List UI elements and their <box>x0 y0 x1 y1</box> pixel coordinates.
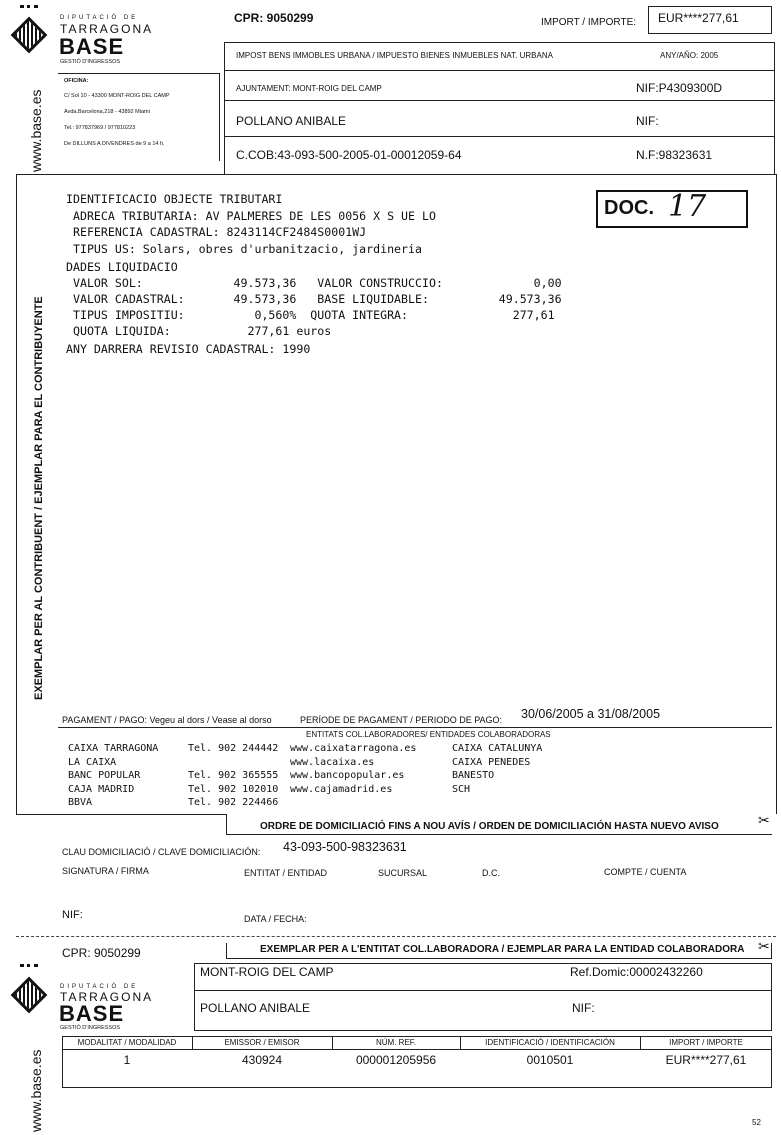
office-title: OFICINA: <box>64 78 89 84</box>
entity-tel: Tel. 902 224466 <box>188 797 279 808</box>
entity-other: CAIXA PENEDES <box>452 756 531 768</box>
ccob: C.COB:43-093-500-2005-01-00012059-64 <box>236 148 462 162</box>
doc-stamp-label: DOC. <box>604 197 654 219</box>
signature-label: SIGNATURA / FIRMA <box>62 866 149 876</box>
entity-other: CAIXA CATALUNYA <box>452 743 543 754</box>
tax-year: ANY/AÑO: 2005 <box>660 51 719 60</box>
detail-line: IDENTIFICACIO OBJECTE TRIBUTARI <box>66 192 283 206</box>
dom-rule-left <box>16 814 226 815</box>
collab-col-value: 0010501 <box>526 1053 574 1067</box>
entity-other: SCH <box>452 783 471 795</box>
detail-line: TIPUS US: Solars, obres d'urbanitzacio, jardineria <box>66 242 422 256</box>
detail-line: REFERENCIA CADASTRAL: 8243114CF2484S0001WJ <box>66 225 367 239</box>
entity-tel: Tel. 902 365555 <box>188 770 279 781</box>
header-rule-2 <box>224 70 774 71</box>
taxpayer-name: POLLANO ANIBALE <box>236 114 347 128</box>
nf-number: N.F:98323631 <box>636 148 713 162</box>
entity-web: www.caixatarragona.es <box>290 743 417 754</box>
dom-rule-bottom <box>226 834 772 835</box>
page-number: 52 <box>752 1118 761 1127</box>
office-box <box>58 73 220 161</box>
dom-rule-tick <box>226 814 227 834</box>
collab-col-value: 000001205956 <box>355 1053 437 1067</box>
collab-col-value: 1 <box>123 1053 131 1067</box>
entity-other: BANESTO <box>452 770 495 781</box>
org-brand: BASE <box>59 34 125 59</box>
header-rule-3 <box>224 100 774 101</box>
dc-label: D.C. <box>482 868 500 878</box>
collab-org-line2: TARRAGONA <box>60 990 154 1004</box>
collab-col-header: IMPORT / IMPORTE <box>669 1038 743 1047</box>
doc-stamp-number: 17 <box>668 189 707 224</box>
scissors-icon-1: ✂ <box>758 812 770 828</box>
dom-title: ORDRE DE DOMICILIACIÓ FINS A NOU AVÍS / ORDEN DE DOMICILIACIÓN HASTA NUEVO AVISO <box>260 821 719 832</box>
office-line1: C/ Sol 10 - 43300 MONT-ROIG DEL CAMP <box>64 93 170 99</box>
crown-icon-bottom <box>20 964 38 974</box>
import-value: EUR****277,61 <box>658 11 739 25</box>
tax-name: IMPOST BENS IMMOBLES URBANA / IMPUESTO BIENES INMUEBLES NAT. URBANA <box>236 51 553 60</box>
collab-col-header: EMISSOR / EMISOR <box>224 1038 300 1047</box>
ajuntament: AJUNTAMENT: MONT-ROIG DEL CAMP <box>236 84 382 93</box>
detail-line: DADES LIQUIDACIO <box>66 260 178 274</box>
collab-ref-domic: Ref.Domic:00002432260 <box>570 965 703 979</box>
nif-entity: NIF:P4309300D <box>636 81 723 95</box>
collab-org-sub: GESTIÓ D'INGRESSOS <box>60 1025 121 1031</box>
cut-line <box>16 936 776 938</box>
collab-nif-label: NIF: <box>572 1001 595 1015</box>
header-left-rule <box>224 42 225 174</box>
side-text-contributor: EXEMPLAR PER AL CONTRIBUENT / EJEMPLAR PARA EL CONTRIBUYENTE <box>33 296 45 700</box>
collab-col-header: MODALITAT / MODALIDAD <box>77 1038 177 1047</box>
entities-title: ENTITATS COL.LABORADORES/ ENTIDADES COLABORADORAS <box>306 730 551 739</box>
detail-line: TIPUS IMPOSITIU: 0,560% QUOTA INTEGRA: 277,61 <box>66 308 555 322</box>
entity-name: CAJA MADRID <box>68 783 135 795</box>
collab-table-header-rule <box>62 1049 772 1050</box>
header-cpr: CPR: 9050299 <box>234 11 314 25</box>
detail-line: VALOR CADASTRAL: 49.573,36 BASE LIQUIDABLE: 49.573,36 <box>66 292 562 306</box>
org-sub: GESTIÓ D'INGRESSOS <box>60 59 121 65</box>
website-top: www.base.es <box>28 89 44 172</box>
header-right-rule <box>774 42 775 174</box>
entity-tel: Tel. 902 102010 <box>188 783 279 795</box>
collab-col-header: IDENTIFICACIÓ / IDENTIFICACIÓN <box>485 1038 615 1047</box>
entity-name: LA CAIXA <box>68 756 117 768</box>
payment-rule <box>58 727 772 728</box>
collab-col-header: NÚM. REF. <box>376 1038 416 1047</box>
collab-info-rule <box>194 990 772 991</box>
header-rule-4 <box>224 136 774 137</box>
branch-label: SUCURSAL <box>378 868 428 878</box>
entity-web: www.lacaixa.es <box>290 756 375 768</box>
logo-diamond-icon <box>11 17 48 54</box>
org-line1: DIPUTACIÓ DE <box>60 15 139 21</box>
period-value: 30/06/2005 a 31/08/2005 <box>521 707 661 721</box>
collab-col-value: 430924 <box>241 1053 283 1067</box>
detail-line: VALOR SOL: 49.573,36 VALOR CONSTRUCCIO: 0,00 <box>66 276 562 290</box>
collab-cpr: CPR: 9050299 <box>62 946 141 960</box>
period-label: PERÍODE DE PAGAMENT / PERIODO DE PAGO: <box>300 715 503 725</box>
payment-label: PAGAMENT / PAGO: Vegeu al dors / Vease al dorso <box>62 715 272 725</box>
entity-label: ENTITAT / ENTIDAD <box>244 868 328 878</box>
collab-taxpayer: POLLANO ANIBALE <box>200 1001 311 1015</box>
dom-nif-label: NIF: <box>62 909 83 921</box>
scissors-icon-2: ✂ <box>758 938 770 954</box>
detail-line: ADRECA TRIBUTARIA: AV PALMERES DE LES 0056 X S UE LO <box>66 209 436 223</box>
office-line2: Avda.Barcelona,218 - 43892 Miami <box>64 109 150 115</box>
section-rule-right <box>776 174 777 814</box>
entity-tel: Tel. 902 244442 <box>188 743 279 754</box>
section-rule-top <box>16 174 776 175</box>
collab-col-value: EUR****277,61 <box>665 1053 747 1067</box>
account-label: COMPTE / CUENTA <box>604 867 687 877</box>
website-bottom: www.base.es <box>28 1049 44 1132</box>
collab-title: EXEMPLAR PER A L'ENTITAT COL.LABORADORA / EJEMPLAR PARA LA ENTIDAD COLABORADORA <box>260 944 745 955</box>
detail-line: QUOTA LIQUIDA: 277,61 euros <box>66 324 332 338</box>
taxpayer-nif-label: NIF: <box>636 114 659 128</box>
logo-diamond-icon-bottom <box>11 977 48 1014</box>
collab-org-brand: BASE <box>59 1001 125 1026</box>
entity-name: CAIXA TARRAGONA <box>68 743 159 754</box>
entity-name: BBVA <box>68 797 93 808</box>
entity-web: www.bancopopular.es <box>290 770 405 781</box>
dom-key-label: CLAU DOMICILIACIÓ / CLAVE DOMICILIACIÓN: <box>62 847 261 857</box>
import-label: IMPORT / IMPORTE: <box>541 17 637 28</box>
date-label: DATA / FECHA: <box>244 914 307 924</box>
section-rule-left <box>16 174 17 814</box>
collab-org-line1: DIPUTACIÓ DE <box>60 984 139 990</box>
header-rule-1 <box>224 42 774 43</box>
collab-municipality: MONT-ROIG DEL CAMP <box>200 965 334 979</box>
org-line2: TARRAGONA <box>60 22 154 36</box>
entity-web: www.cajamadrid.es <box>290 783 393 795</box>
office-line3: Tel.: 977837969 / 977810223 <box>64 125 136 131</box>
entity-name: BANC POPULAR <box>68 770 141 781</box>
crown-icon <box>20 5 38 15</box>
office-line4: De DILLUNS A DIVENDRES de 9 a 14 h. <box>64 141 165 147</box>
detail-line: ANY DARRERA REVISIO CADASTRAL: 1990 <box>66 342 311 356</box>
dom-key-value: 43-093-500-98323631 <box>283 840 407 854</box>
